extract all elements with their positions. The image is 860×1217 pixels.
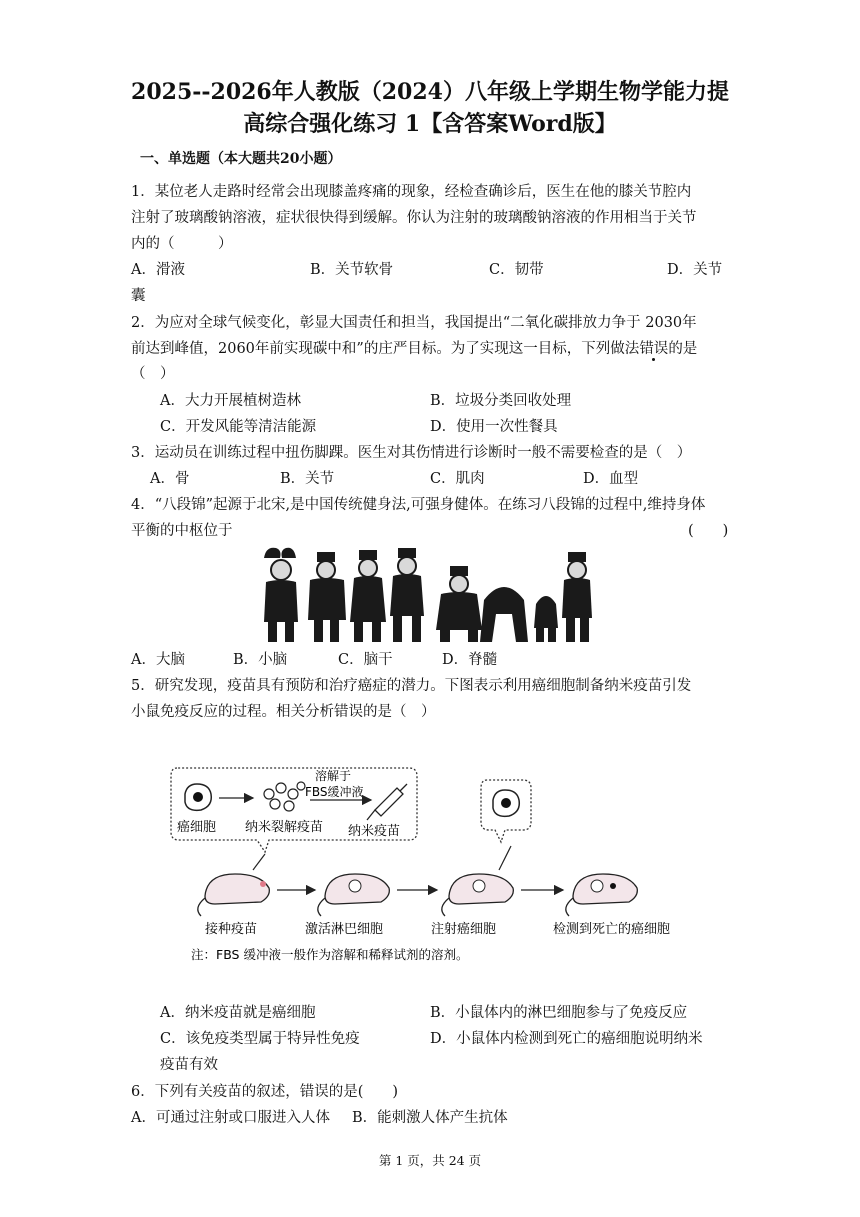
page-footer: 第 1 页，共 24 页: [378, 1153, 482, 1168]
mouse-2-icon: [318, 874, 390, 916]
q5-line1: 5．研究发现，疫苗具有预防和治疗癌症的潜力。下图表示利用癌细胞制备纳米疫苗引发: [131, 678, 692, 694]
figure-4: [390, 548, 424, 642]
q4-line1: 4．“八段锦”起源于北宋,是中国传统健身法,可强身健体。在练习八段锦的过程中,维持身体: [131, 497, 706, 513]
q5-line2: 小鼠免疫反应的过程。相关分析错误的是（ ）: [131, 704, 436, 720]
label-dissolve-2: FBS缓冲液: [305, 785, 364, 799]
q2-option-b: B．垃圾分类回收处理: [430, 393, 572, 409]
label-dissolve-1: 溶解于: [315, 769, 352, 783]
step-2-label: 激活淋巴细胞: [305, 922, 384, 937]
q3-option-d: D．血型: [583, 471, 639, 487]
q6-option-a: A．可通过注射或口服进入人体: [131, 1110, 330, 1126]
q4-option-b: B．小脑: [233, 652, 288, 668]
figure-3: [350, 550, 386, 642]
figure-2: [308, 552, 346, 642]
figure-5: [436, 566, 482, 642]
q3-option-c: C．肌肉: [430, 471, 485, 487]
doc-title-line2: 高综合强化练习 1【含答案Word版】: [243, 111, 617, 137]
q2-option-c: C．开发风能等清洁能源: [160, 419, 317, 435]
label-nano-lysate: 纳米裂解疫苗: [245, 820, 324, 835]
q1-line2: 注射了玻璃酸钠溶液，症状很快得到缓解。你认为注射的玻璃酸钠溶液的作用相当于关节: [131, 210, 697, 226]
doc-title-line1: 2025--2026年人教版（2024）八年级上学期生物学能力提: [131, 79, 729, 105]
q1-line1: 1．某位老人走路时经常会出现膝盖疼痛的现象，经检查确诊后，医生在他的膝关节腔内: [131, 184, 692, 200]
cancer-cell-icon: [185, 784, 211, 810]
q4-bracket: ( ): [688, 523, 729, 539]
label-cancer-cell: 癌细胞: [177, 820, 217, 835]
label-nano-vaccine: 纳米疫苗: [348, 824, 401, 839]
q1-option-a: A．滑液: [131, 262, 185, 278]
q3-option-a: A．骨: [150, 471, 190, 487]
q2-option-d: D．使用一次性餐具: [430, 419, 558, 435]
q6-line1: 6．下列有关疫苗的叙述，错误的是( ): [131, 1084, 399, 1100]
q2-line3: （ ）: [131, 366, 175, 382]
mouse-1-icon: [198, 854, 270, 916]
step-1-label: 接种疫苗: [205, 922, 258, 937]
q2-line1: 2．为应对全球气候变化，彰显大国责任和担当，我国提出“二氧化碳排放力争于 2030年: [131, 315, 697, 331]
syringe-icon: [367, 784, 407, 820]
step-4-label: 检测到死亡的癌细胞: [553, 922, 671, 937]
q5-option-d: D．小鼠体内检测到死亡的癌细胞说明纳米: [430, 1031, 703, 1047]
q2-line2-pre: 前达到峰值，2060年前实现碳中和”的庄严目标。为了实现这一目标，下列做法: [131, 341, 640, 357]
q4-option-c: C．脑干: [338, 652, 393, 668]
q5-option-c: C．该免疫类型属于特异性免疫: [160, 1031, 360, 1047]
figure-1: [264, 548, 298, 642]
q2-line2-post: 的是: [668, 341, 698, 357]
mouse-3-icon: [442, 846, 514, 916]
q2-line2: [131, 339, 697, 359]
figure-7: [534, 596, 558, 642]
figure-6: [480, 587, 528, 642]
q3-line1: 3．运动员在训练过程中扭伤脚踝。医生对其伤情进行诊断时一般不需要检查的是（ ）: [131, 445, 692, 461]
q1-line3: 内的（ ）: [131, 236, 233, 252]
q4-line2: 平衡的中枢位于: [131, 523, 233, 539]
cancer-cell-icon-right: [493, 790, 519, 816]
q2-option-a: A．大力开展植树造林: [160, 393, 301, 409]
figure-note: 注：FBS 缓冲液一般作为溶解和稀释试剂的溶剂。: [191, 947, 469, 962]
figure-8: [562, 552, 592, 642]
section-heading: 一、单选题（本大题共20小题）: [140, 151, 342, 167]
q5-option-a: A．纳米疫苗就是癌细胞: [160, 1005, 316, 1021]
q5-option-b: B．小鼠体内的淋巴细胞参与了免疫反应: [430, 1005, 688, 1021]
q1-option-c: C．韧带: [489, 262, 544, 278]
baduanjin-figures: [256, 544, 596, 648]
q1-option-d: D．关节: [667, 262, 723, 278]
q1-option-b: B．关节软骨: [310, 262, 394, 278]
q5-option-d-wrap: 疫苗有效: [160, 1057, 218, 1073]
nano-lysate-particles-icon: [264, 782, 305, 811]
vaccine-process-diagram: [165, 758, 725, 968]
q3-option-b: B．关节: [280, 471, 335, 487]
q4-option-d: D．脊髓: [442, 652, 498, 668]
step-3-label: 注射癌细胞: [431, 922, 497, 937]
q4-option-a: A．大脑: [131, 652, 185, 668]
q2-emphasis-mark: 错误: [639, 341, 669, 357]
q6-option-b: B．能刺激人体产生抗体: [352, 1110, 508, 1126]
q1-option-d-wrap: 囊: [131, 288, 146, 304]
mouse-4-icon: [566, 874, 638, 916]
